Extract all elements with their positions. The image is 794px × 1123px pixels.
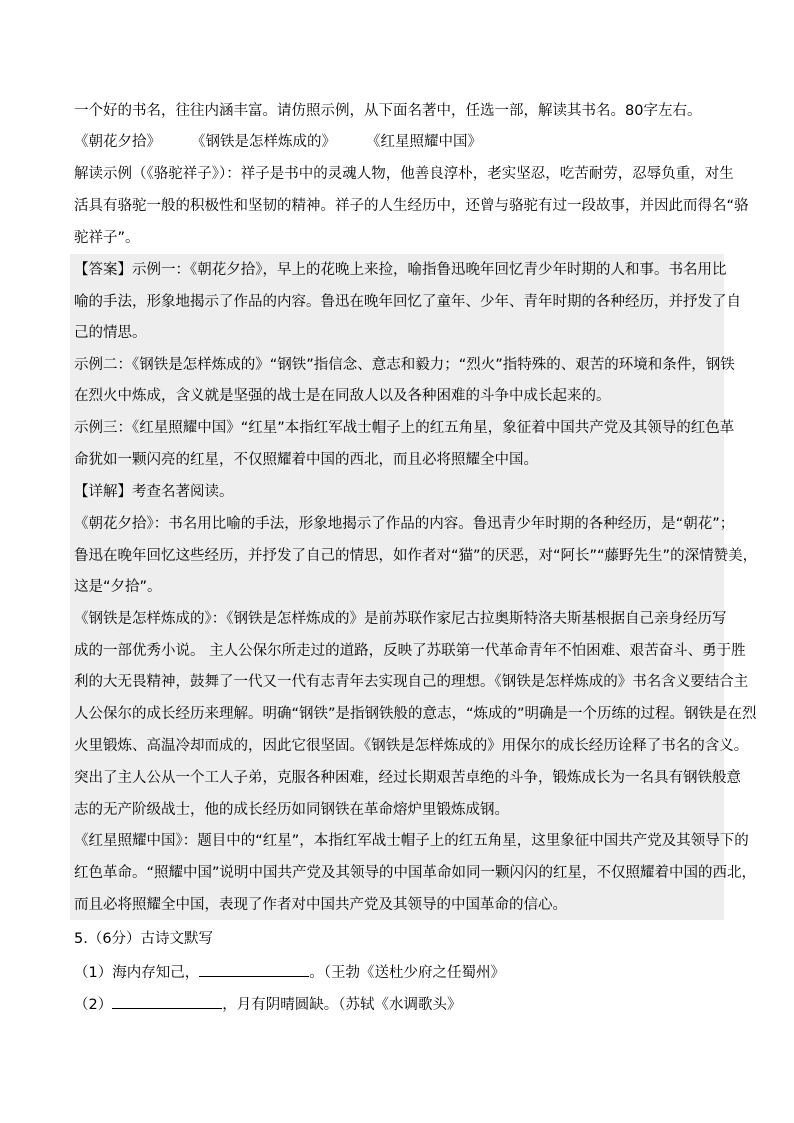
analysis-line: 红色革命。“照耀中国”说明中国共产党及其领导的中国革命如同一颗闪闪的红星，不仅照耀着中国的西北， (74, 865, 757, 881)
example-line: 活具有骆驼一般的积极性和坚韧的精神。祥子的人生经历中，还曾与骆驼有过一段故事，并因此而得名“骆 (74, 198, 749, 214)
analysis-line: 【详解】考查名著阅读。 (74, 484, 234, 500)
analysis-line: 《钢铁是怎样炼成的》：《钢铁是怎样炼成的》是前苏联作家尼古拉奥斯特洛夫斯基根据自己亲身经历写 (74, 611, 727, 627)
answer-line: 喻的手法，形象地揭示了作品的内容。鲁迅在晚年回忆了童年、少年、青年时期的各种经历，并抒发了自 (74, 294, 741, 310)
example-line: 驼祥子”。 (74, 230, 140, 246)
answer-line: 示例三：《红星照耀中国》“红星”本指红军战士帽子上的红五角星，象征着中国共产党及其领导的红色革 (74, 420, 735, 436)
item-2-suffix: ，月有阴晴圆缺。（苏轼《水调歌头》 (222, 997, 462, 1013)
question-5-title: 5.（6分）古诗文默写 (74, 931, 214, 947)
book-title-2: 《钢铁是怎样炼成的》 (191, 134, 336, 150)
book-title-3: 《红星照耀中国》 (366, 134, 482, 150)
question-5-item-2 (74, 993, 461, 1015)
analysis-line: 《朝花夕拾》：书名用比喻的手法，形象地揭示了作品的内容。鲁迅青少年时期的各种经历，是“朝花”； (74, 516, 735, 532)
answer-shaded-block (70, 254, 724, 920)
analysis-line: 火里锻炼、高温冷却而成的，因此它很坚固。《钢铁是怎样炼成的》用保尔的成长经历诠释了书名的含义。 (74, 738, 749, 754)
item-2-prefix: （2） (74, 997, 113, 1013)
example-line: 解读示例（《骆驼祥子》）：祥子是书中的灵魂人物，他善良淳朴，老实坚忍，吃苦耐劳，忍辱负重，对生 (74, 166, 734, 182)
item-1-prefix: （1）海内存知己， (74, 965, 200, 981)
answer-blank-2[interactable] (112, 993, 222, 1009)
answer-blank-1[interactable] (199, 961, 309, 977)
analysis-line: 人公保尔的成长经历来理解。明确“钢铁”是指钢铁般的意志，“炼成的”明确是一个历练的过程。钢铁是在烈 (74, 706, 757, 722)
analysis-line: 这是“夕拾”。 (74, 579, 162, 595)
analysis-line: 而且必将照耀全中国，表现了作者对中国共产党及其领导的中国革命的信心。 (74, 897, 567, 913)
analysis-line: 成的一部优秀小说。 主人公保尔所走过的道路，反映了苏联第一代革命青年不怕困难、艰苦奋斗、勇于胜 (74, 643, 746, 659)
analysis-line: 鲁迅在晚年回忆这些经历，并抒发了自己的情思，如作者对“猫”的厌恶，对“阿长”“藤野先生”的深情赞美， (74, 548, 758, 564)
analysis-line: 利的大无畏精神，鼓舞了一代又一代有志青年去实现自己的理想。《钢铁是怎样炼成的》书名含义要结合主 (74, 674, 749, 690)
analysis-line: 突出了主人公从一个工人子弟，克服各种困难，经过长期艰苦卓绝的斗争，锻炼成长为一名具有钢铁般意 (74, 770, 741, 786)
answer-line: 示例二：《钢铁是怎样炼成的》“钢铁”指信念、意志和毅力；“烈火”指特殊的、艰苦的环境和条件，钢铁 (74, 357, 735, 373)
analysis-line: 志的无产阶级战士，他的成长经历如同钢铁在革命熔炉里锻炼成钢。 (74, 802, 509, 818)
book-list (74, 132, 482, 152)
answer-line: 命犹如一颗闪亮的红星，不仅照耀着中国的西北，而且必将照耀全中国。 (74, 452, 538, 468)
question-prompt: 一个好的书名，往往内涵丰富。请仿照示例，从下面名著中，任选一部，解读其书名。80字左右。 (74, 103, 702, 119)
answer-line: 在烈火中炼成，含义就是坚强的战士是在同敌人以及各种困难的斗争中成长起来的。 (74, 388, 611, 404)
book-title-1: 《朝花夕拾》 (74, 134, 161, 150)
question-5-item-1 (74, 961, 505, 983)
analysis-line: 《红星照耀中国》：题目中的“红星”，本指红军战士帽子上的红五角星，这里象征中国共产党及其领导下的 (74, 833, 749, 849)
item-1-suffix: 。（王勃《送杜少府之任蜀州》 (309, 965, 505, 981)
answer-line: 己的情思。 (74, 325, 147, 341)
answer-line: 【答案】示例一：《朝花夕拾》，早上的花晚上来捡，喻指鲁迅晚年回忆青少年时期的人和事。书名用比 (74, 262, 727, 278)
